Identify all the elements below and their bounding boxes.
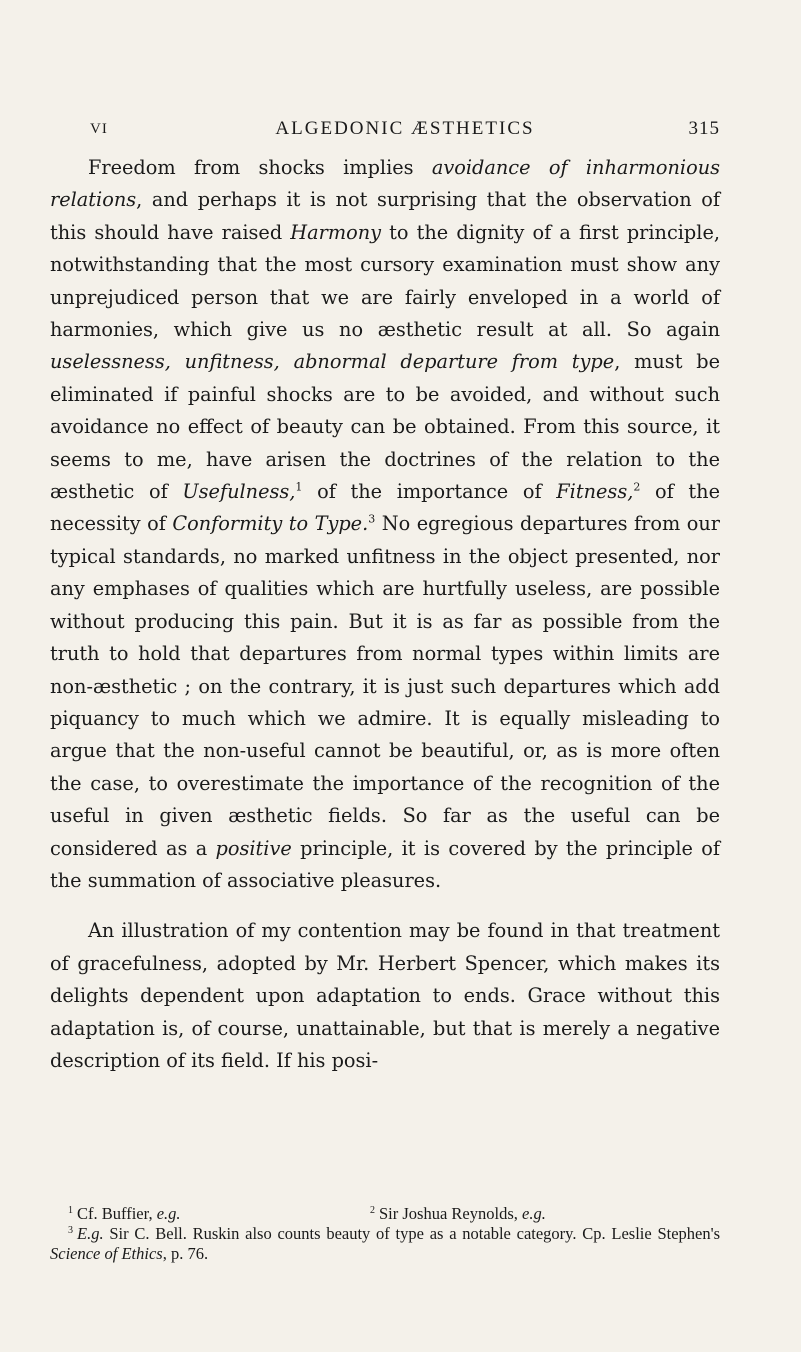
footnote-3-eg: E.g. [77, 1224, 104, 1243]
p1-text-3: to the dignity of a first principle, notwithstanding that the most cursory examination must show any unprejudiced person that we are fairly enveloped in a world of harmonies, which give us no æsthetic result at all. So again [50, 220, 720, 342]
footnote-2-number: 2 [370, 1204, 375, 1216]
footnote-ref-2[interactable]: 2 [633, 480, 641, 494]
footnote-3-text: Sir C. Bell. Ruskin also counts beauty of type as a notable category. Cp. Leslie Stephen's [103, 1224, 720, 1243]
page-number: 315 [688, 118, 720, 139]
body-text [50, 152, 720, 1077]
running-head [90, 118, 720, 142]
p1-text-4: , must be eliminated if painful shocks are to be avoided, and without such avoidance no effect of beauty can be obtained. From this source, it seems to me, have arisen the doctrines of the relation to the æsthetic of [50, 350, 720, 504]
p1-italic-harmony: Harmony [290, 220, 382, 244]
footnote-2-eg: e.g. [522, 1204, 546, 1223]
paragraph-2: An illustration of my contention may be found in that treatment of gracefulness, adopted by Mr. Herbert Spencer, which makes its delights dependent upon adaptation to ends. Grace without this adaptation is, of course, unattainable, but that is merely a negative description of its field. If his posi- [50, 919, 720, 1072]
p1-text-6: of the necessity of [50, 480, 720, 536]
p1-text-7: No egregious departures from our typical standards, no marked unfitness in the object presented, nor any emphases of qualities which are hurtfully useless, are possible without producing this pain. But it is as far as possible from the truth to hold that departures from normal types within limits are non-æsthetic ; on the contrary, it is just such departures which add piquancy to much which we admire. It is equally misleading to argue that the non-useful cannot be beautiful, or, as is more often the case, to overestimate the importance of the recognition of the useful in given æsthetic fields. So far as the useful can be considered as a [50, 512, 720, 860]
footnote-1 [68, 1204, 181, 1224]
p1-italic-fitness: Fitness, [556, 480, 634, 504]
footnote-3 [50, 1224, 720, 1264]
footnote-ref-3[interactable]: 3 [368, 513, 376, 527]
chapter-number: VI [90, 121, 108, 137]
footnote-row-1-2 [50, 1204, 720, 1224]
footnotes [50, 1204, 720, 1264]
p1-italic-inharmonious-relations: avoidance of inharmonious relations [50, 156, 721, 212]
paragraph-1 [50, 152, 720, 897]
footnote-1-eg: e.g. [156, 1204, 181, 1223]
footnote-ref-1[interactable]: 1 [295, 480, 303, 494]
p1-italic-positive: positive [215, 836, 292, 860]
footnote-1-text: Cf. Buffier, [77, 1204, 157, 1223]
p1-text-5: of the importance of [302, 480, 557, 504]
running-title: ALGEDONIC ÆSTHETICS [275, 118, 535, 139]
p1-italic-conformity-to-type: Conformity to Type. [172, 512, 369, 536]
p1-text-1: Freedom from shocks implies [88, 156, 432, 179]
footnote-1-number: 1 [68, 1204, 73, 1216]
footnote-3-tail: , p. 76. [162, 1244, 209, 1263]
p1-text-2: , and perhaps it is not surprising that the observation of this should have raised [50, 188, 720, 244]
footnote-3-number: 3 [68, 1224, 73, 1236]
p1-text-8: principle, it is covered by the principle of the summation of associative pleasures. [50, 836, 720, 892]
p1-italic-usefulness: Usefulness, [182, 480, 296, 504]
p1-italic-uselessness: uselessness, unfitness, abnormal departure from type [50, 350, 615, 374]
footnote-2-text: Sir Joshua Reynolds, [379, 1204, 523, 1223]
footnote-3-book-title: Science of Ethics [50, 1244, 163, 1263]
footnote-2 [370, 1204, 546, 1224]
